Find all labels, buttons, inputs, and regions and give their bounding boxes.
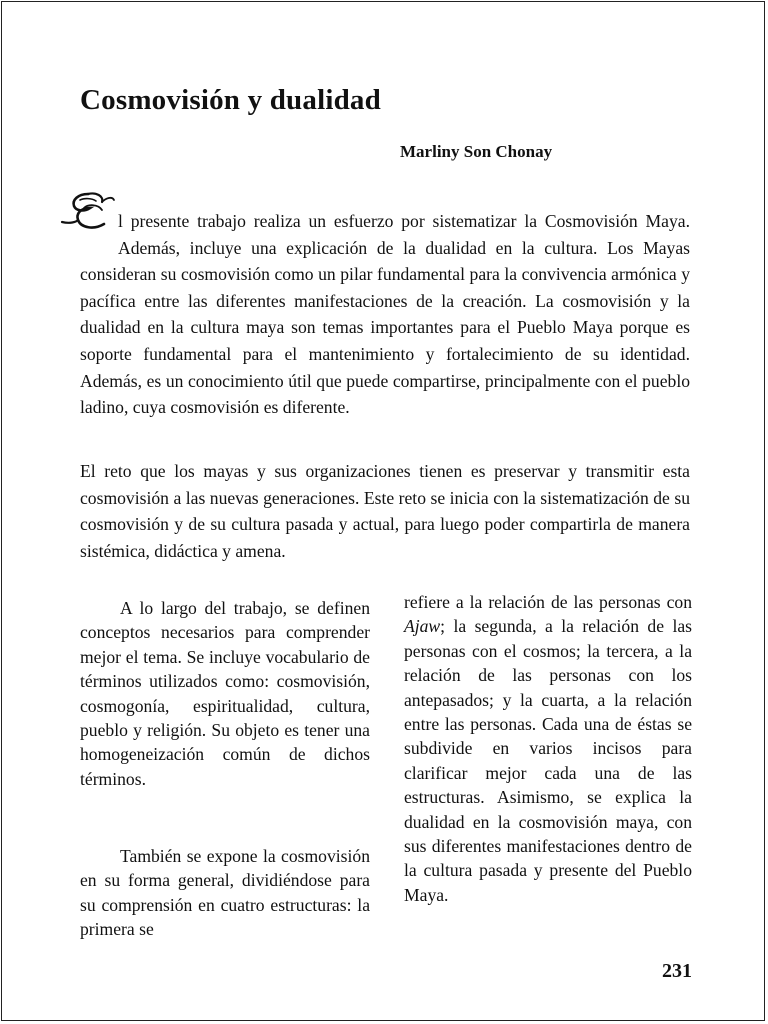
body-paragraph-2: El reto que los mayas y sus organizaciones tienen es preservar y transmitir esta cosmovisión a las nuevas generaciones. Este reto se inicia con la sistematización de su cosmovisión y de su cultura pasada y actual, para luego poder compartirla de manera sistémica, didáctica y amena.	[80, 461, 690, 561]
intro-text: l presente trabajo realiza un esfuerzo por sistematizar la Cosmovisión Maya. Además, incluye una explicación de la dualidad en la cultura. Los Mayas consideran su cosmovisión como un pilar fundamental para la convivencia armónica y pacífica entre las diferentes manifestaciones de la creación. La cosmovisión y la dualidad en la cultura maya son temas importantes para el Pueblo Maya porque es soporte fundamental para el mantenimiento y fortalecimiento de su identidad. Además, es un conocimiento útil que puede compartirse, principalmente con el pueblo ladino, cuya cosmovisión es diferente.	[80, 211, 690, 418]
ajaw-term: Ajaw	[404, 616, 441, 637]
right-column-text-end: ; la segunda, a la relación de las personas con el cosmos; la tercera, a la relación de las personas con los antepasados; y la cuarta, a la relación entre las personas. Cada una de éstas se subdivide en varios incisos para clarificar mejor cada una de las estructuras. Asimismo, se explica la dualidad en la cosmovisión maya, con sus diferentes manifestaciones dentro de la cultura pasada y presente del Pueblo Maya.	[404, 616, 692, 905]
article-title: Cosmovisión y dualidad	[80, 84, 381, 116]
left-column-paragraph-2: También se expone la cosmovisión en su forma general, dividiéndose para su comprensión en cuatro estructuras: la primera se	[80, 846, 370, 940]
dropcap-e	[58, 186, 116, 238]
page-number: 231	[662, 960, 692, 982]
ornamental-e-icon	[58, 186, 116, 244]
right-column-text-start: refiere a la relación de las personas con	[404, 592, 692, 612]
author-name: Marliny Son Chonay	[400, 142, 553, 161]
intro-paragraph	[80, 208, 690, 421]
right-column-paragraph	[404, 590, 692, 907]
left-column-paragraph-1: A lo largo del trabajo, se definen conceptos necesarios para comprender mejor el tema. Se incluye vocabulario de términos utilizados como: cosmovisión, cosmogonía, espiritualidad, cultura, pueblo y religión. Su objeto es tener una homogeneización común de dichos términos.	[80, 598, 370, 789]
